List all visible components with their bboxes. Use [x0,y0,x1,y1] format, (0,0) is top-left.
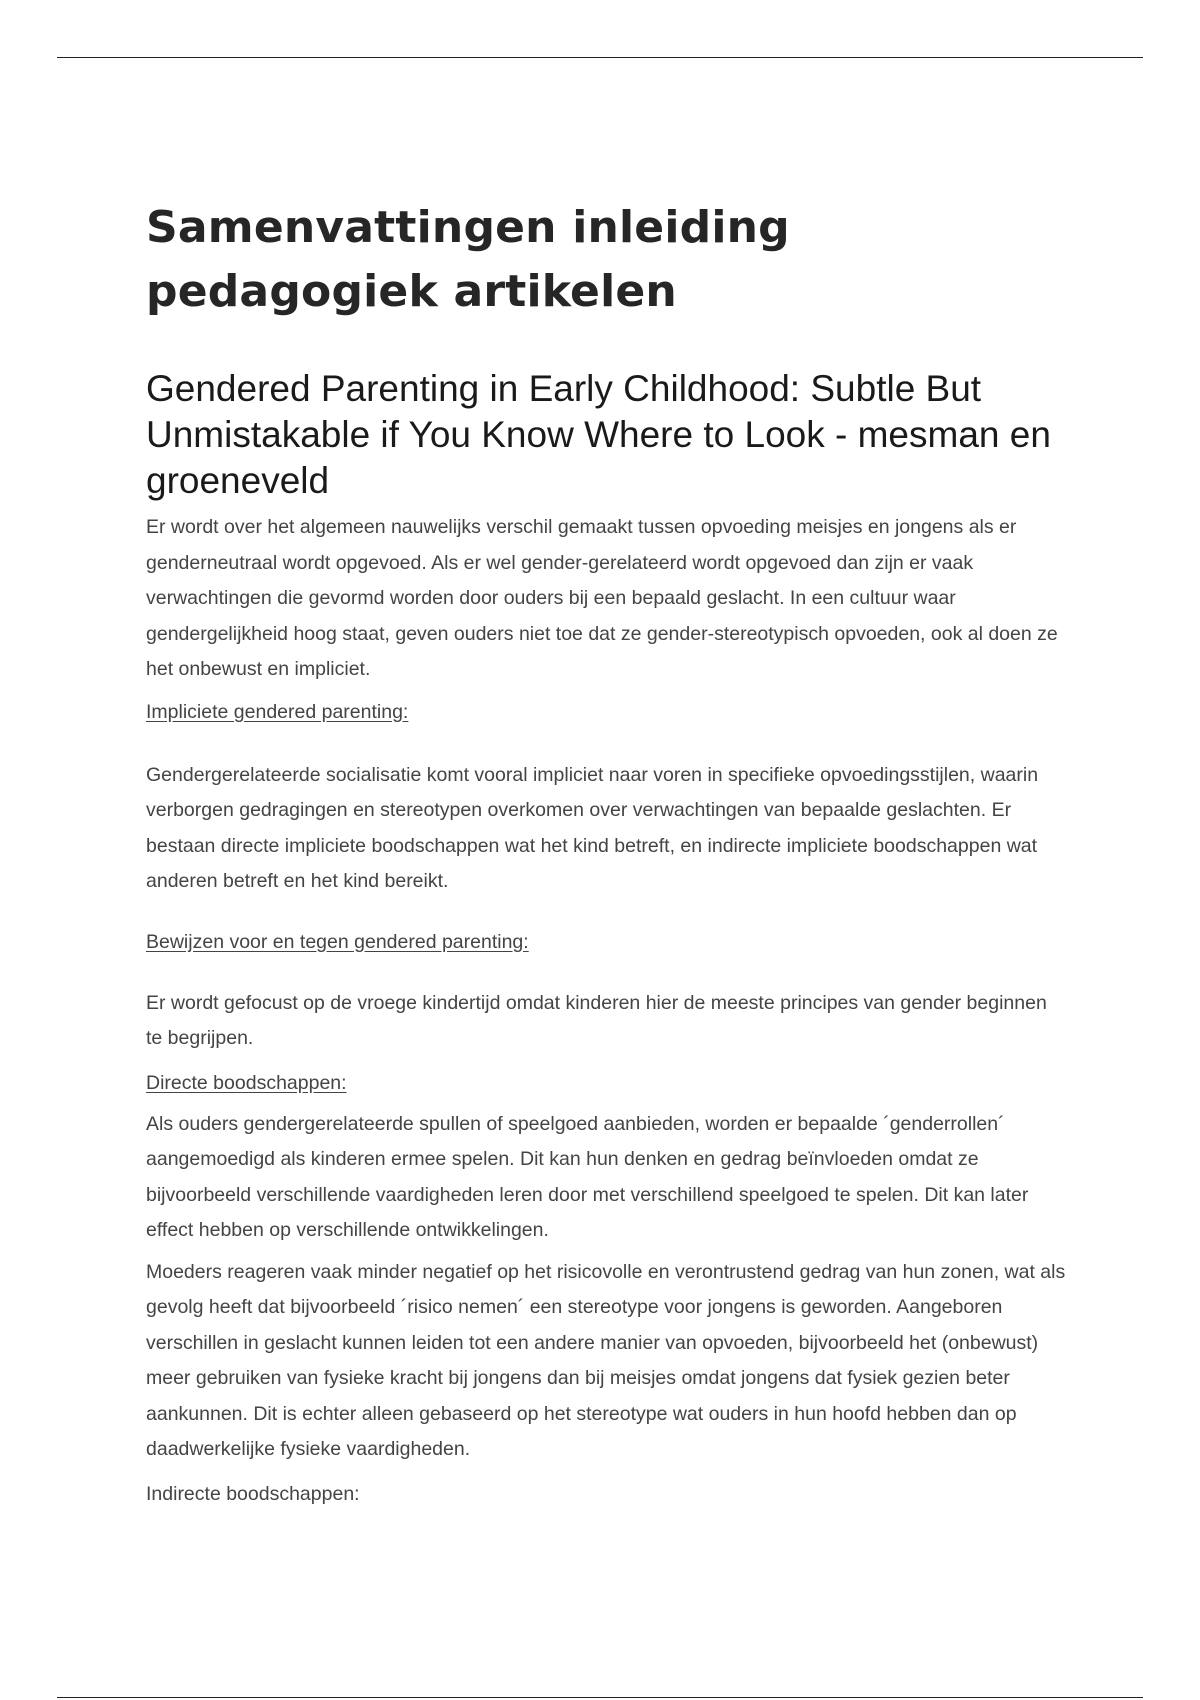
section-heading-evidence: Bewijzen voor en tegen gendered parenting: [146,930,529,953]
bottom-divider [57,1697,1143,1698]
intro-paragraph: Er wordt over het algemeen nauwelijks verschil gemaakt tussen opvoeding meisjes en jongens als er genderneutraal wordt opgevoed. Als er wel gender-gerelateerd wordt opgevoed dan zijn er vaak verwachtingen die gevormd worden door ouders bij een bepaald geslacht. In een cultuur waar gendergelijkheid hoog staat, geven ouders niet toe dat ze gender-stereotypisch opvoeden, ook al doen ze het onbewust en impliciet. [146,516,1058,680]
section-body-direct-1: Als ouders gendergerelateerde spullen of speelgoed aanbieden, worden er bepaalde ´genderrollen´ aangemoedigd als kinderen ermee spelen. Dit kan hun denken en gedrag beïnvloeden omdat ze bijvoorbeeld verschillende vaardigheden leren door met verschillend speelgoed te spelen. Dit kan later effect hebben op verschillende ontwikkelingen. [146,1112,1029,1241]
section-body-direct-2: Moeders reageren vaak minder negatief op het risicovolle en verontrustend gedrag van hun zonen, wat als gevolg heeft dat bijvoorbeeld ´risico nemen´ een stereotype voor jongens is geworden. Aangeboren verschillen in geslacht kunnen leiden tot een andere manier van opvoeden, bijvoorbeeld het (onbewust) meer gebruiken van fysieke kracht bij jongens dan bij meisjes omdat jongens dat fysiek gezien beter aankunnen. Dit is echter alleen gebaseerd op het stereotype wat ouders in hun hoofd hebben dan op daadwerkelijke fysieke vaardigheden. [146,1260,1066,1460]
article-title: Gendered Parenting in Early Childhood: Subtle But Unmistakable if You Know Where to Look - mesman en groeneveld [146,368,1051,501]
top-divider [57,57,1143,58]
section-heading-implicit: Impliciete gendered parenting: [146,700,409,723]
document-body [146,196,1066,1508]
section-body-evidence: Er wordt gefocust op de vroege kindertijd omdat kinderen hier de meeste principes van gender beginnen te begrijpen. [146,991,1047,1049]
document-title: Samenvattingen inleiding pedagogiek artikelen [146,202,790,317]
section-heading-indirect: Indirecte boodschappen: [146,1482,360,1505]
section-body-implicit: Gendergerelateerde socialisatie komt vooral impliciet naar voren in specifieke opvoedingsstijlen, waarin verborgen gedragingen en stereotypen overkomen over verwachtingen van bepaalde geslachten. Er bestaan directe impliciete boodschappen wat het kind betreft, en indirecte impliciete boodschappen wat anderen betreft en het kind bereikt. [146,763,1039,892]
section-heading-direct: Directe boodschappen: [146,1071,347,1094]
